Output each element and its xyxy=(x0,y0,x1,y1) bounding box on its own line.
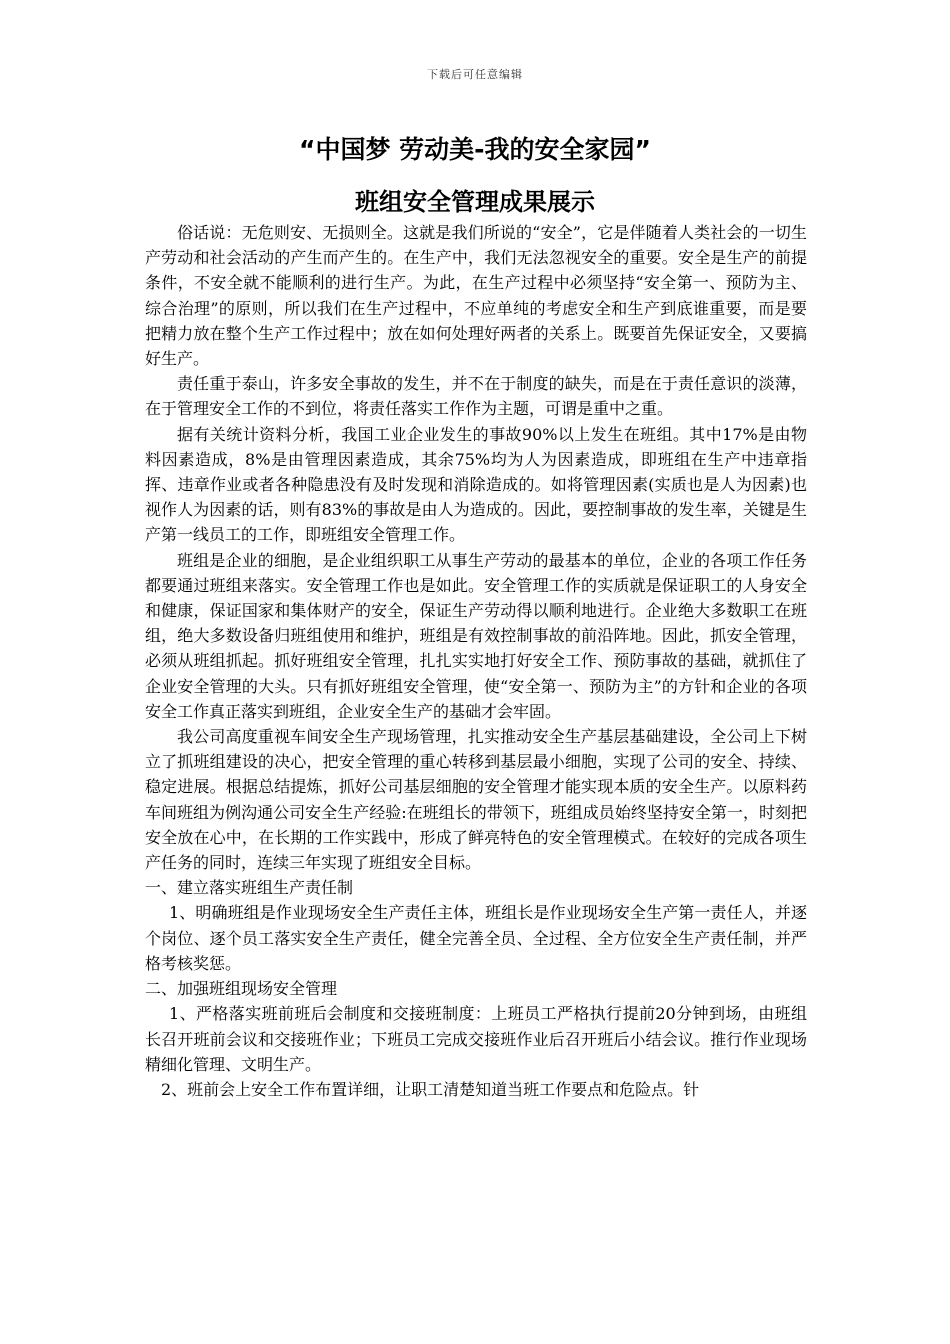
section-heading-1: 一、建立落实班组生产责任制 xyxy=(145,878,354,898)
header-note: 下载后可任意编辑 xyxy=(427,68,523,81)
section-heading-2: 二、加强班组现场安全管理 xyxy=(145,979,338,999)
paragraph-team-cell: 班组是企业的细胞，是企业组织职工从事生产劳动的最基本的单位，企业的各项工作任务都要通过班组来落实。安全管理工作也是如此。安全管理工作的实质就是保证职工的人身安全和健康，保证国家和集体财产的安全，保证生产劳动得以顺利地进行。企业绝大多数职工在班组，绝大多数设备归班组使用和维护，班组是有效控制事故的前沿阵地。因此，抓安全管理，必须从班组抓起。抓好班组安全管理，扎扎实实地打好安全工作、预防事故的基础，就抓住了企业安全管理的大头。只有抓好班组安全管理，使“安全第一、预防为主”的方针和企业的各项安全工作真正落实到班组，企业安全生产的基础才会牢固。 xyxy=(145,550,807,721)
document-title: “中国梦 劳动美-我的安全家园” xyxy=(299,135,651,164)
document-body xyxy=(145,220,807,1102)
paragraph-company: 我公司高度重视车间安全生产现场管理，扎实推动安全生产基层基础建设，全公司上下树立了抓班组建设的决心，把安全管理的重心转移到基层最小细胞，实现了公司的安全、持续、稳定进展。根据总结提炼，抓好公司基层细胞的安全管理才能实现本质的安全生产。以原料药车间班组为例沟通公司安全生产经验:在班组长的带领下，班组成员始终坚持安全第一，时刻把安全放在心中，在长期的工作实践中，形成了鲜亮特色的安全管理模式。在较好的完成各项生产任务的同时，连续三年实现了班组安全目标。 xyxy=(145,727,807,873)
section-2-item-1: 1、严格落实班前班后会制度和交接班制度：上班员工严格执行提前20分钟到场，由班组长召开班前会议和交接班作业；下班员工完成交接班作业后召开班后小结会议。推行作业现场精细化管理、文明生产。 xyxy=(145,1004,807,1074)
section-1-item-1: 1、明确班组是作业现场安全生产责任主体，班组长是作业现场安全生产第一责任人，并逐个岗位、逐个员工落实安全生产责任，健全完善全员、全过程、全方位安全生产责任制，并严格考核奖惩。 xyxy=(145,903,807,973)
paragraph-statistics: 据有关统计资料分析，我国工业企业发生的事故90%以上发生在班组。其中17%是由物料因素造成，8%是由管理因素造成，其余75%均为人为因素造成，即班组在生产中违章指挥、违章作业或者各种隐患没有及时发现和消除造成的。如将管理因素(实质也是人为因素)也视作人为因素的话，则有83%的事故是由人为造成的。因此，要控制事故的发生率，关键是生产第一线员工的工作，即班组安全管理工作。 xyxy=(145,424,807,545)
document-subtitle: 班组安全管理成果展示 xyxy=(355,188,595,216)
paragraph-responsibility: 责任重于泰山，许多安全事故的发生，并不在于制度的缺失，而是在于责任意识的淡薄，在于管理安全工作的不到位，将责任落实工作作为主题，可谓是重中之重。 xyxy=(145,374,807,419)
section-2-item-2: 2、班前会上安全工作布置详细，让职工清楚知道当班工作要点和危险点。针 xyxy=(161,1079,700,1099)
paragraph-intro: 俗话说：无危则安、无损则全。这就是我们所说的“安全”，它是伴随着人类社会的一切生产劳动和社会活动的产生而产生的。在生产中，我们无法忽视安全的重要。安全是生产的前提条件，不安全就不能顺利的进行生产。为此，在生产过程中必须坚持“安全第一、预防为主、综合治理”的原则，所以我们在生产过程中，不应单纯的考虑安全和生产到底谁重要，而是要把精力放在整个生产工作过程中；放在如何处理好两者的关系上。既要首先保证安全，又要搞好生产。 xyxy=(145,223,807,369)
